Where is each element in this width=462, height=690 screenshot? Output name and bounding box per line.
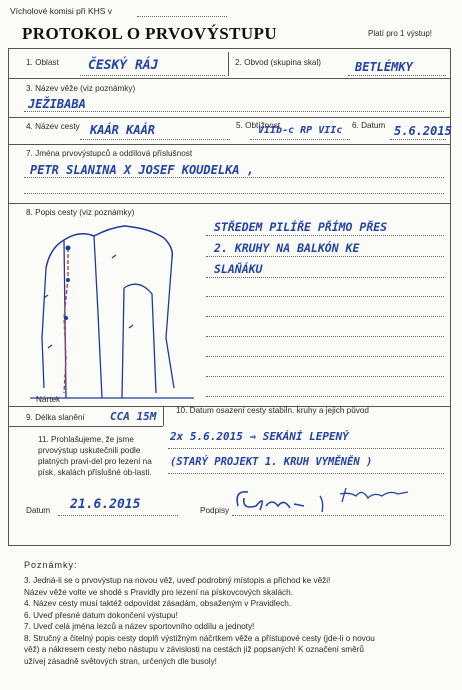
- osazeni-line-2: (STARÝ PROJEKT 1. KRUH VYMĚNĚN ): [170, 456, 373, 468]
- notes-list: [24, 575, 375, 667]
- datum-label: 6. Datum: [352, 121, 386, 130]
- datum-podpis-label: Datum: [26, 506, 51, 515]
- popis-line-3: SLAŇÁKU: [214, 262, 263, 276]
- jmena-label: 7. Jména prvovýstupců a oddílová příslušnost: [26, 149, 193, 158]
- commissioner-label: Vícholové komisi při KHS v: [10, 6, 113, 16]
- signatures: [232, 484, 442, 518]
- vez-label: 3. Název věže (viz poznámky): [26, 84, 136, 93]
- vez-value: JEŽIBABA: [28, 97, 86, 111]
- cesta-label: 4. Název cesty: [26, 122, 80, 131]
- notes-heading: Poznámky:: [24, 560, 78, 570]
- note-item: 4. Název cesty musí taktéž odpovídat zásadám, obsaženým v Pravidlech.: [24, 599, 292, 608]
- obtiznost-label: 5. Obtížnost: [236, 121, 281, 130]
- popis-line-1: STŘEDEM PILÍŘE PŘÍMO PŘES: [214, 220, 388, 234]
- valid-for-note: Platí pro 1 výstup!: [368, 29, 433, 38]
- popis-line-2: 2. KRUHY NA BALKÓN KE: [214, 241, 360, 255]
- podpisy-label: Podpisy: [200, 506, 230, 515]
- note-item: užívej zásadně světových stran, určených dle busoly!: [24, 656, 217, 666]
- note-item: 3. Jedná-li se o prvovýstup na novou věž, uveď podrobný místopis a přichod ke věži!: [24, 576, 331, 585]
- delka-value: CCA 15M: [110, 410, 157, 423]
- note-item: 6. Uveď přesné datum dokončení výstupu!: [24, 610, 178, 620]
- osazeni-label: 10. Datum osazení cesty stabiln. kruhy a jejich původ: [176, 406, 369, 415]
- obtiznost-value: VIIb-c RP VIIc: [258, 125, 343, 136]
- prohlaseni-text: 11. Prohlašujeme, že jsme prvovýstup uskutečnili podle platných pravi-del pro lezení na písk. skalách příslušné ob-lasti.: [38, 435, 152, 477]
- page-title: PROTOKOL O PRVOVÝSTUPU: [22, 24, 278, 43]
- route-sketch: [24, 218, 204, 410]
- osazeni-line-1: 2x 5.6.2015 ⇒ SEKÁNÍ LEPENÝ: [170, 430, 349, 443]
- datum-podpis-value: 21.6.2015: [70, 497, 141, 512]
- delka-label: 9. Délka slanění: [26, 413, 85, 422]
- cesta-value: KAÁR KAÁR: [90, 123, 156, 137]
- note-item: věž) a nákresem cesty nebo nástupu v závislosti na cestách již popsaných! K označení směrů: [24, 645, 364, 654]
- obvod-value: BETLÉMKY: [355, 60, 413, 74]
- datum-value: 5.6.2015: [394, 124, 452, 138]
- oblast-label: 1. Oblast: [26, 58, 59, 67]
- nartek-label: Nártek: [36, 395, 61, 404]
- note-item: 7. Uveď celá jména lezců a název sportovního oddílu a jednoty!: [24, 622, 255, 631]
- jmena-value: PETR SLANINA X JOSEF KOUDELKA ,: [30, 163, 254, 177]
- obvod-label: 2. Obvod (skupina skal): [235, 58, 322, 67]
- oblast-value: ČESKÝ RÁJ: [88, 58, 159, 73]
- note-item: Název věže volte ve shodě s Pravidly pro lezení na pískovcových skalách.: [24, 587, 293, 597]
- popis-label: 8. Popis cesty (viz poznámky): [26, 208, 135, 217]
- note-item: 8. Stručný a čitelný popis cesty doplň výstižným náčrtkem věže a přístupové cesty (jde-li o novou: [24, 633, 375, 643]
